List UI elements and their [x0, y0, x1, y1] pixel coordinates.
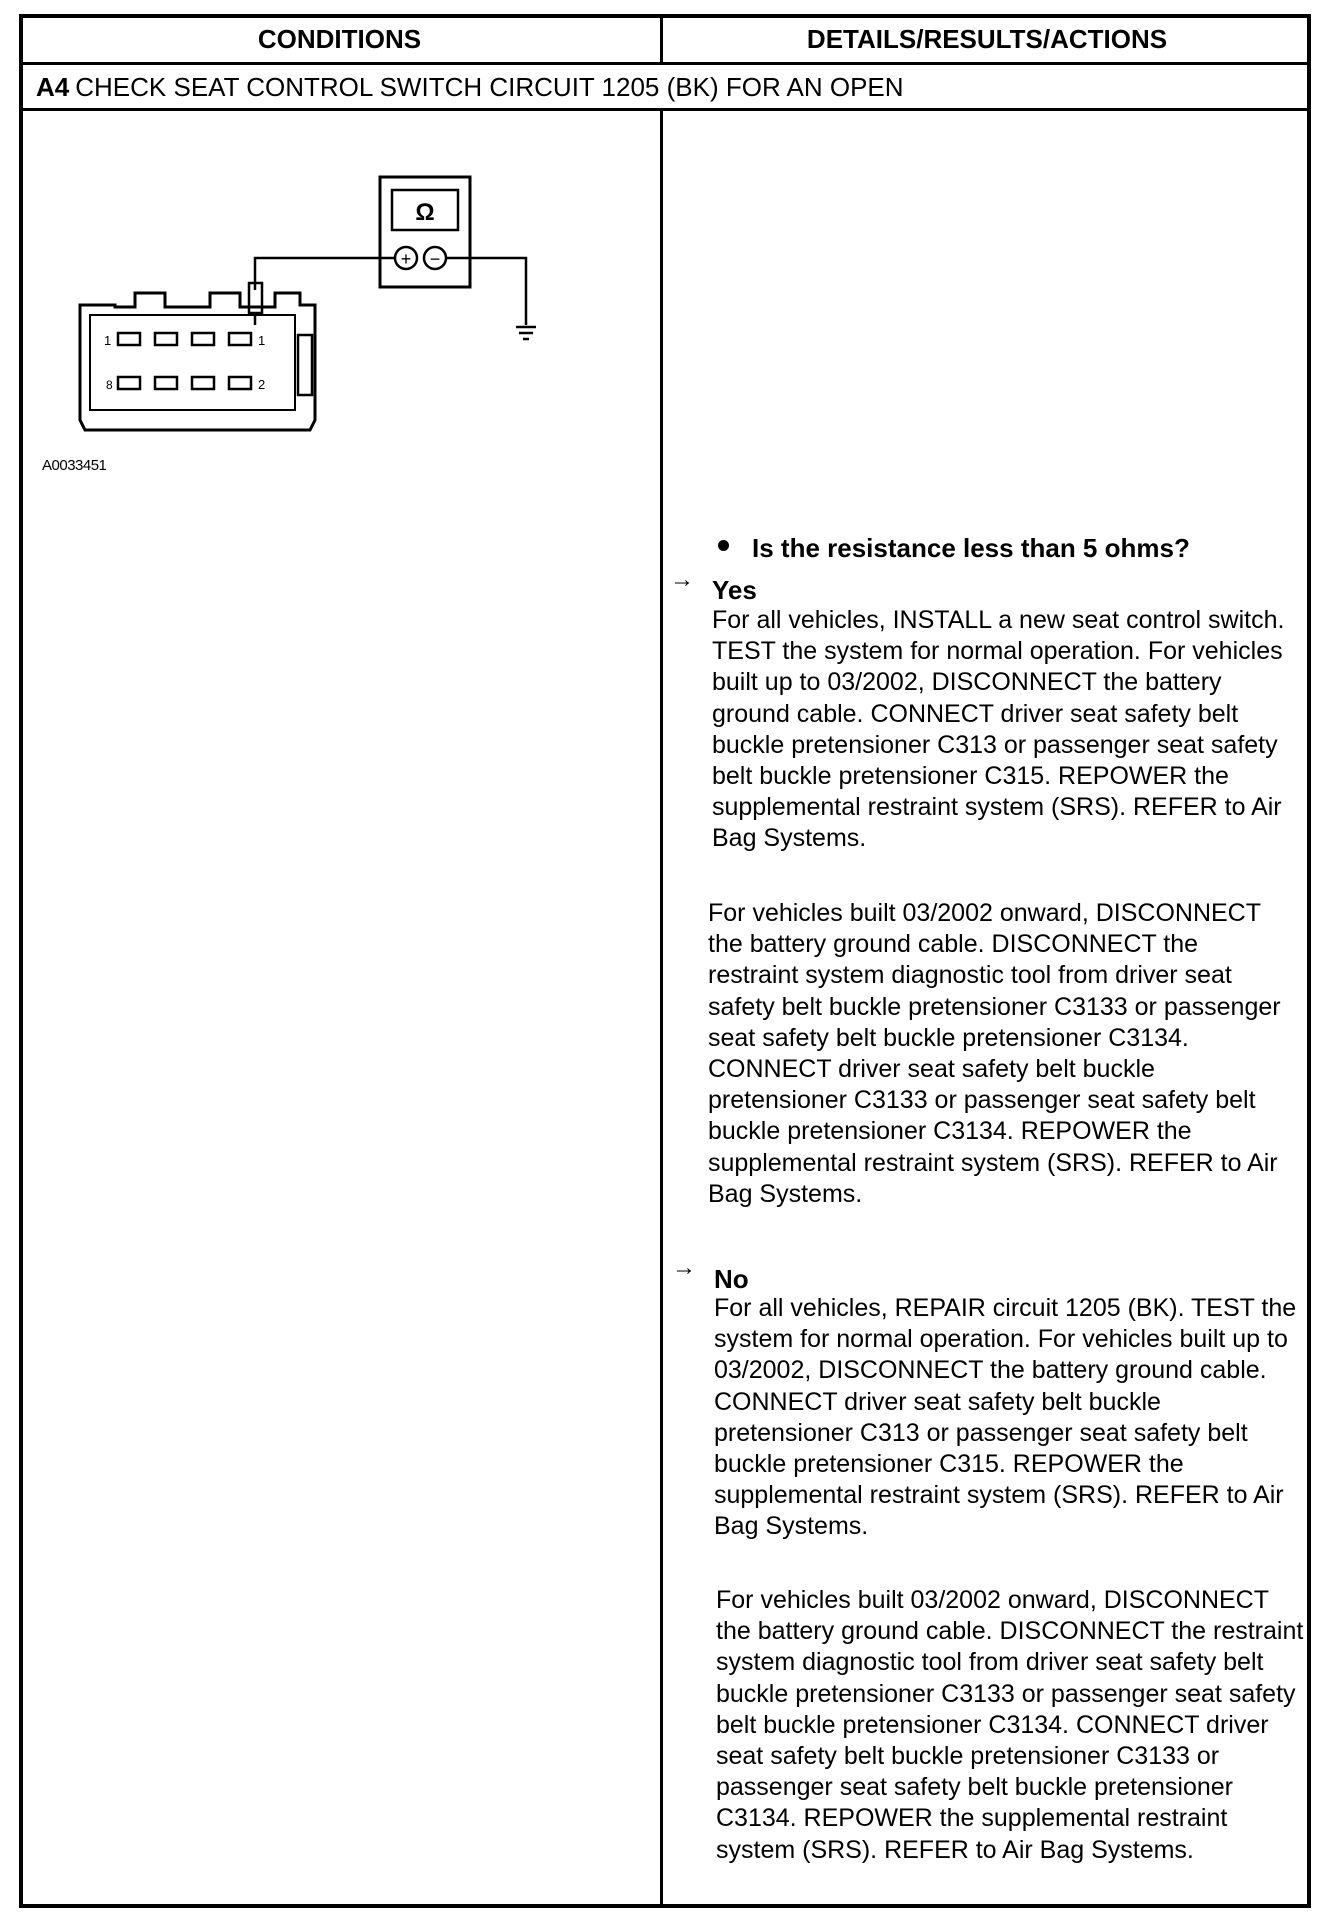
- step-title-text: CHECK SEAT CONTROL SWITCH CIRCUIT 1205 (BK) FOR AN OPEN: [75, 71, 904, 102]
- bullet-icon: [718, 540, 729, 551]
- yes-arrow-icon: →: [670, 566, 694, 593]
- no-label: No: [714, 1264, 749, 1294]
- title-divider: [19, 108, 1311, 111]
- question-text: Is the resistance less than 5 ohms?: [752, 533, 1190, 563]
- no-paragraph-1: For all vehicles, REPAIR circuit 1205 (BK). TEST the system for normal operation. For vehicles built up to 03/2002, DISCONNECT the battery ground cable. CONNECT driver seat safety belt buckle pretensioner C313 or passenger seat safety belt buckle pretensioner C315. REPOWER the supplemental restraint system (SRS). REFER to Air Bag Systems.: [714, 1294, 1297, 1541]
- yes-paragraph-1: For all vehicles, INSTALL a new seat control switch. TEST the system for normal operation. For vehicles built up to 03/2002, DISCONNECT the battery ground cable. CONNECT driver seat safety belt buckle pretensioner C313 or passenger seat safety belt buckle pretensioner C315. REPOWER the supplemental restraint system (SRS). REFER to Air Bag Systems.: [712, 606, 1285, 853]
- pin-row-top: [118, 333, 251, 345]
- connector-diagram: [40, 165, 580, 495]
- minus-symbol: −: [429, 249, 441, 269]
- step-title: [36, 66, 904, 108]
- step-id: A4: [36, 71, 70, 102]
- column-divider: [660, 108, 663, 1908]
- figure-id: A0033451: [42, 457, 107, 474]
- header-conditions: CONDITIONS: [257, 23, 422, 54]
- pin-label-bottom-right: 2: [258, 377, 266, 392]
- connector-body: [80, 293, 315, 430]
- plus-symbol: +: [400, 249, 412, 269]
- no-paragraph-2: For vehicles built 03/2002 onward, DISCONNECT the battery ground cable. DISCONNECT the restraint system diagnostic tool from driver seat safety belt buckle pretensioner C3133 or passenger seat safety belt buckle pretensioner C3134. CONNECT driver seat safety belt buckle pretensioner C3133 or passenger seat safety belt buckle pretensioner C3134. REPOWER the supplemental restraint system (SRS). REFER to Air Bag Systems.: [716, 1586, 1304, 1864]
- pin-label-top-right: 1: [258, 333, 266, 348]
- pin-label-top-left: 1: [104, 333, 112, 348]
- header-details: DETAILS/RESULTS/ACTIONS: [806, 23, 1168, 54]
- ohmmeter: [380, 177, 470, 287]
- pin-row-bottom: [118, 377, 251, 389]
- ohm-symbol: Ω: [415, 199, 435, 226]
- yes-label: Yes: [712, 575, 757, 605]
- no-arrow-icon: →: [672, 1254, 696, 1281]
- pin-label-bottom-left: 8: [106, 378, 113, 392]
- ground-icon: [516, 327, 536, 339]
- yes-paragraph-2: For vehicles built 03/2002 onward, DISCONNECT the battery ground cable. DISCONNECT the restraint system diagnostic tool from driver seat safety belt buckle pretensioner C3133 or passenger seat safety belt buckle pretensioner C3134. CONNECT driver seat safety belt buckle pretensioner C3133 or passenger seat safety belt buckle pretensioner C3134. REPOWER the supplemental restraint system (SRS). REFER to Air Bag Systems.: [708, 899, 1281, 1208]
